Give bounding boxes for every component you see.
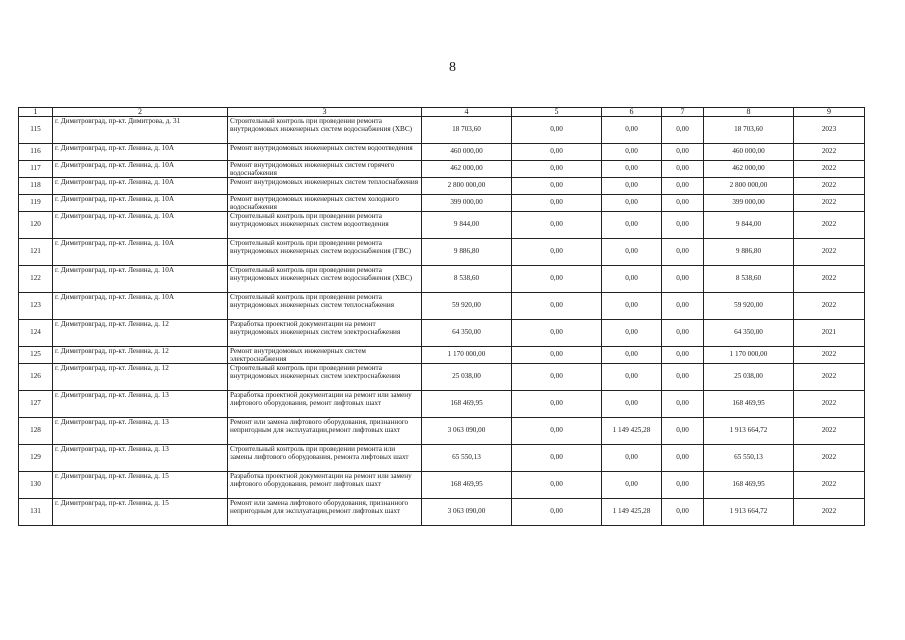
year-cell: 2022: [794, 212, 865, 239]
row-number: 131: [19, 499, 53, 526]
year-cell: 2022: [794, 347, 865, 364]
total-cost-cell: 462 000,00: [422, 161, 512, 178]
local-budget-cell: 0,00: [662, 418, 704, 445]
address-cell: г. Димитровград, пр-кт. Ленина, д. 10А: [53, 239, 228, 266]
work-type-cell: Ремонт или замена лифтового оборудования, признанного непригодным для эксплуатации,ремонт лифтовых шахт: [228, 418, 422, 445]
local-budget-cell: 0,00: [662, 499, 704, 526]
year-cell: 2021: [794, 320, 865, 347]
fund-cell: 0,00: [512, 364, 602, 391]
subsidy-cell: 0,00: [602, 144, 662, 161]
column-header: 5: [512, 108, 602, 117]
fund-cell: 0,00: [512, 499, 602, 526]
subsidy-cell: 0,00: [602, 472, 662, 499]
column-header: 6: [602, 108, 662, 117]
fund-cell: 0,00: [512, 418, 602, 445]
owner-funds-cell: 1 170 000,00: [704, 347, 794, 364]
year-cell: 2022: [794, 418, 865, 445]
work-type-cell: Ремонт внутридомовых инженерных систем теплоснабжения: [228, 178, 422, 195]
owner-funds-cell: 9 886,80: [704, 239, 794, 266]
owner-funds-cell: 65 550,13: [704, 445, 794, 472]
fund-cell: 0,00: [512, 178, 602, 195]
table-row: [19, 144, 865, 161]
table-row: [19, 239, 865, 266]
total-cost-cell: 9 886,80: [422, 239, 512, 266]
total-cost-cell: 2 800 000,00: [422, 178, 512, 195]
total-cost-cell: 3 063 090,00: [422, 499, 512, 526]
fund-cell: 0,00: [512, 347, 602, 364]
subsidy-cell: 0,00: [602, 117, 662, 144]
fund-cell: 0,00: [512, 320, 602, 347]
row-number: 130: [19, 472, 53, 499]
subsidy-cell: 0,00: [602, 347, 662, 364]
row-number: 123: [19, 293, 53, 320]
work-type-cell: Строительный контроль при проведении ремонта внутридомовых инженерных систем водоснабжения (ГВС): [228, 239, 422, 266]
table-row: [19, 212, 865, 239]
total-cost-cell: 3 063 090,00: [422, 418, 512, 445]
owner-funds-cell: 25 038,00: [704, 364, 794, 391]
address-cell: г. Димитровград, пр-кт. Ленина, д. 10А: [53, 178, 228, 195]
subsidy-cell: 0,00: [602, 178, 662, 195]
year-cell: 2022: [794, 195, 865, 212]
subsidy-cell: 0,00: [602, 293, 662, 320]
table-row: [19, 445, 865, 472]
year-cell: 2022: [794, 499, 865, 526]
subsidy-cell: 0,00: [602, 266, 662, 293]
local-budget-cell: 0,00: [662, 320, 704, 347]
year-cell: 2022: [794, 391, 865, 418]
table-row: [19, 347, 865, 364]
local-budget-cell: 0,00: [662, 239, 704, 266]
subsidy-cell: 0,00: [602, 391, 662, 418]
total-cost-cell: 59 920,00: [422, 293, 512, 320]
local-budget-cell: 0,00: [662, 347, 704, 364]
local-budget-cell: 0,00: [662, 472, 704, 499]
owner-funds-cell: 168 469,95: [704, 391, 794, 418]
address-cell: г. Димитровград, пр-кт. Ленина, д. 10А: [53, 195, 228, 212]
row-number: 124: [19, 320, 53, 347]
column-header: 1: [19, 108, 53, 117]
subsidy-cell: 0,00: [602, 364, 662, 391]
row-number: 122: [19, 266, 53, 293]
subsidy-cell: 1 149 425,28: [602, 499, 662, 526]
address-cell: г. Димитровград, пр-кт. Ленина, д. 10А: [53, 161, 228, 178]
subsidy-cell: 0,00: [602, 161, 662, 178]
row-number: 117: [19, 161, 53, 178]
year-cell: 2022: [794, 239, 865, 266]
repair-plan-table: [18, 107, 865, 526]
address-cell: г. Димитровград, пр-кт. Ленина, д. 12: [53, 320, 228, 347]
year-cell: 2022: [794, 178, 865, 195]
owner-funds-cell: 462 000,00: [704, 161, 794, 178]
address-cell: г. Димитровград, пр-кт. Ленина, д. 12: [53, 364, 228, 391]
table-row: [19, 499, 865, 526]
address-cell: г. Димитровград, пр-кт. Ленина, д. 10А: [53, 212, 228, 239]
fund-cell: 0,00: [512, 293, 602, 320]
address-cell: г. Димитровград, пр-кт. Ленина, д. 15: [53, 472, 228, 499]
work-type-cell: Ремонт внутридомовых инженерных систем электроснабжения: [228, 347, 422, 364]
total-cost-cell: 65 550,13: [422, 445, 512, 472]
local-budget-cell: 0,00: [662, 266, 704, 293]
row-number: 127: [19, 391, 53, 418]
year-cell: 2022: [794, 266, 865, 293]
total-cost-cell: 168 469,95: [422, 391, 512, 418]
table-row: [19, 178, 865, 195]
table-row: [19, 364, 865, 391]
subsidy-cell: 1 149 425,28: [602, 418, 662, 445]
work-type-cell: Ремонт внутридомовых инженерных систем водоотведения: [228, 144, 422, 161]
local-budget-cell: 0,00: [662, 391, 704, 418]
table-row: [19, 117, 865, 144]
work-type-cell: Разработка проектной документации на ремонт или замену лифтового оборудования, ремонт лифтовых шахт: [228, 391, 422, 418]
total-cost-cell: 460 000,00: [422, 144, 512, 161]
fund-cell: 0,00: [512, 445, 602, 472]
column-header: 7: [662, 108, 704, 117]
local-budget-cell: 0,00: [662, 161, 704, 178]
local-budget-cell: 0,00: [662, 117, 704, 144]
total-cost-cell: 168 469,95: [422, 472, 512, 499]
table-row: [19, 320, 865, 347]
row-number: 118: [19, 178, 53, 195]
owner-funds-cell: 460 000,00: [704, 144, 794, 161]
column-header: 4: [422, 108, 512, 117]
owner-funds-cell: 1 913 664,72: [704, 499, 794, 526]
subsidy-cell: 0,00: [602, 445, 662, 472]
table-row: [19, 391, 865, 418]
fund-cell: 0,00: [512, 472, 602, 499]
page-number: 8: [449, 60, 456, 75]
table-row: [19, 266, 865, 293]
column-header: 2: [53, 108, 228, 117]
work-type-cell: Строительный контроль при проведении ремонта внутридомовых инженерных систем водоснабжения (ХВС): [228, 117, 422, 144]
local-budget-cell: 0,00: [662, 144, 704, 161]
fund-cell: 0,00: [512, 144, 602, 161]
row-number: 125: [19, 347, 53, 364]
subsidy-cell: 0,00: [602, 239, 662, 266]
fund-cell: 0,00: [512, 195, 602, 212]
address-cell: г. Димитровград, пр-кт. Ленина, д. 13: [53, 418, 228, 445]
year-cell: 2023: [794, 117, 865, 144]
row-number: 120: [19, 212, 53, 239]
year-cell: 2022: [794, 364, 865, 391]
fund-cell: 0,00: [512, 239, 602, 266]
address-cell: г. Димитровград, пр-кт. Ленина, д. 13: [53, 391, 228, 418]
column-header: 9: [794, 108, 865, 117]
work-type-cell: Строительный контроль при проведении ремонта внутридомовых инженерных систем теплоснабжения: [228, 293, 422, 320]
work-type-cell: Строительный контроль при проведении ремонта внутридомовых инженерных систем водоснабжения (ХВС): [228, 266, 422, 293]
table-row: [19, 418, 865, 445]
row-number: 126: [19, 364, 53, 391]
row-number: 121: [19, 239, 53, 266]
owner-funds-cell: 8 538,60: [704, 266, 794, 293]
address-cell: г. Димитровград, пр-кт. Ленина, д. 10А: [53, 266, 228, 293]
total-cost-cell: 64 350,00: [422, 320, 512, 347]
work-type-cell: Ремонт внутридомовых инженерных систем горячего водоснабжения: [228, 161, 422, 178]
subsidy-cell: 0,00: [602, 195, 662, 212]
local-budget-cell: 0,00: [662, 212, 704, 239]
row-number: 116: [19, 144, 53, 161]
local-budget-cell: 0,00: [662, 178, 704, 195]
year-cell: 2022: [794, 293, 865, 320]
year-cell: 2022: [794, 144, 865, 161]
table-row: [19, 472, 865, 499]
column-header: 3: [228, 108, 422, 117]
header-row: [19, 108, 865, 117]
fund-cell: 0,00: [512, 212, 602, 239]
fund-cell: 0,00: [512, 117, 602, 144]
address-cell: г. Димитровград, пр-кт. Ленина, д. 12: [53, 347, 228, 364]
total-cost-cell: 8 538,60: [422, 266, 512, 293]
work-type-cell: Разработка проектной документации на ремонт внутридомовых инженерных систем электроснабжения: [228, 320, 422, 347]
row-number: 119: [19, 195, 53, 212]
row-number: 128: [19, 418, 53, 445]
row-number: 115: [19, 117, 53, 144]
owner-funds-cell: 64 350,00: [704, 320, 794, 347]
year-cell: 2022: [794, 445, 865, 472]
table-row: [19, 293, 865, 320]
table-row: [19, 161, 865, 178]
owner-funds-cell: 18 703,60: [704, 117, 794, 144]
fund-cell: 0,00: [512, 391, 602, 418]
owner-funds-cell: 59 920,00: [704, 293, 794, 320]
address-cell: г. Димитровград, пр-кт. Ленина, д. 13: [53, 445, 228, 472]
column-header: 8: [704, 108, 794, 117]
address-cell: г. Димитровград, пр-кт. Димитрова, д. 31: [53, 117, 228, 144]
owner-funds-cell: 2 800 000,00: [704, 178, 794, 195]
address-cell: г. Димитровград, пр-кт. Ленина, д. 15: [53, 499, 228, 526]
total-cost-cell: 1 170 000,00: [422, 347, 512, 364]
work-type-cell: Ремонт или замена лифтового оборудования, признанного непригодным для эксплуатации,ремонт лифтовых шахт: [228, 499, 422, 526]
work-type-cell: Строительный контроль при проведении ремонта внутридомовых инженерных систем водоотведения: [228, 212, 422, 239]
local-budget-cell: 0,00: [662, 195, 704, 212]
total-cost-cell: 18 703,60: [422, 117, 512, 144]
table-row: [19, 195, 865, 212]
address-cell: г. Димитровград, пр-кт. Ленина, д. 10А: [53, 293, 228, 320]
work-type-cell: Разработка проектной документации на ремонт или замену лифтового оборудования, ремонт лифтовых шахт: [228, 472, 422, 499]
fund-cell: 0,00: [512, 266, 602, 293]
total-cost-cell: 399 000,00: [422, 195, 512, 212]
fund-cell: 0,00: [512, 161, 602, 178]
owner-funds-cell: 9 844,00: [704, 212, 794, 239]
local-budget-cell: 0,00: [662, 364, 704, 391]
local-budget-cell: 0,00: [662, 293, 704, 320]
year-cell: 2022: [794, 161, 865, 178]
work-type-cell: Ремонт внутридомовых инженерных систем холодного водоснабжения: [228, 195, 422, 212]
work-type-cell: Строительный контроль при проведении ремонта или замены лифтового оборудования, ремонта лифтовых шахт: [228, 445, 422, 472]
total-cost-cell: 9 844,00: [422, 212, 512, 239]
owner-funds-cell: 168 469,95: [704, 472, 794, 499]
work-type-cell: Строительный контроль при проведении ремонта внутридомовых инженерных систем электроснабжения: [228, 364, 422, 391]
local-budget-cell: 0,00: [662, 445, 704, 472]
owner-funds-cell: 399 000,00: [704, 195, 794, 212]
year-cell: 2022: [794, 472, 865, 499]
owner-funds-cell: 1 913 664,72: [704, 418, 794, 445]
total-cost-cell: 25 038,00: [422, 364, 512, 391]
row-number: 129: [19, 445, 53, 472]
address-cell: г. Димитровград, пр-кт. Ленина, д. 10А: [53, 144, 228, 161]
subsidy-cell: 0,00: [602, 212, 662, 239]
subsidy-cell: 0,00: [602, 320, 662, 347]
